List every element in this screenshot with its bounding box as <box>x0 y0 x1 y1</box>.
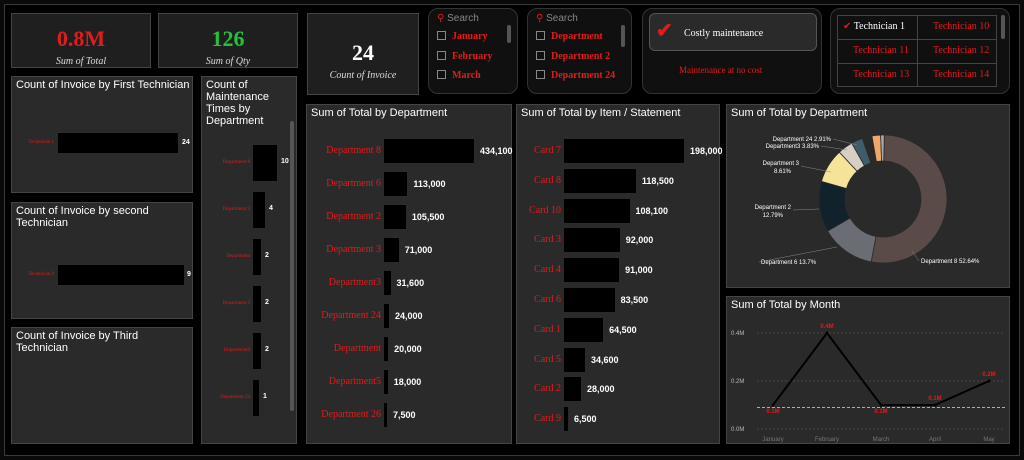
bar-value: 92,000 <box>625 235 654 246</box>
month-option-label: January <box>452 31 488 42</box>
bar-value: 24 <box>182 139 190 146</box>
technician-option[interactable] <box>853 69 909 80</box>
chart-title: Sum of Total by Item / Statement <box>521 107 681 119</box>
bar[interactable] <box>564 228 620 252</box>
slice-label-pct: 8.61% <box>773 169 791 175</box>
department-option[interactable] <box>536 51 610 62</box>
month-option[interactable] <box>437 70 481 81</box>
technician-grid-divider <box>837 39 997 40</box>
donut-plot <box>727 119 1011 289</box>
department-total-chart <box>306 104 512 444</box>
x-tick-label: February <box>814 437 840 443</box>
bar-label: Card 8 <box>534 174 561 186</box>
bar-label: Card 9 <box>534 413 561 425</box>
checkbox[interactable] <box>536 51 545 60</box>
month-search[interactable] <box>437 13 479 24</box>
bar-label: Technician 1 <box>28 140 54 145</box>
technician-option-label: Technician 11 <box>853 45 909 56</box>
line-plot <box>727 311 1011 445</box>
check-icon: ✔ <box>656 20 673 42</box>
technician-option[interactable] <box>933 69 989 80</box>
check-icon: ✔ <box>843 21 852 32</box>
department-search[interactable] <box>536 13 578 24</box>
y-tick-label: 0.4M <box>731 331 745 337</box>
search-icon: ⚲ <box>536 13 544 24</box>
kpi-label-total: Sum of Total <box>55 56 107 67</box>
bar-value: 34,600 <box>590 354 619 365</box>
month-option-label: March <box>452 70 481 81</box>
kpi-value-invoice: 24 <box>352 40 374 65</box>
bar[interactable] <box>384 304 389 328</box>
bar[interactable] <box>253 145 277 181</box>
bar-label: Card 1 <box>534 323 561 335</box>
bar-value: 64,500 <box>609 324 637 335</box>
bar[interactable] <box>564 348 585 372</box>
month-slicer <box>428 8 518 94</box>
bar[interactable] <box>564 407 568 431</box>
kpi-card-qty <box>158 13 298 68</box>
month-search-placeholder: Search <box>447 13 479 24</box>
bar-label: Card 4 <box>534 264 561 276</box>
bar[interactable] <box>384 139 474 163</box>
slice-label: Department 24 2.91% <box>772 137 831 143</box>
technician-option-label: Technician 14 <box>933 69 990 80</box>
slice-label: Department 2 <box>754 205 791 211</box>
third-technician-chart <box>11 327 193 444</box>
month-line-chart <box>726 296 1010 444</box>
bar-value: 91,000 <box>625 265 653 276</box>
bar-label: Department 3 <box>222 207 250 212</box>
bar[interactable] <box>253 239 261 275</box>
bar-label: Department 2 <box>326 211 381 222</box>
technician-option[interactable] <box>933 45 989 56</box>
slice-label-pct: 12.79% <box>762 213 783 219</box>
bar-label: Department 26 <box>321 409 381 420</box>
kpi-card-invoice <box>307 13 419 95</box>
maintenance-option-free[interactable] <box>649 55 817 89</box>
bar-value: 1 <box>263 393 267 400</box>
technician-option[interactable] <box>853 45 909 56</box>
bar[interactable] <box>564 288 615 312</box>
point-label: 0.1M <box>928 396 942 402</box>
checkbox[interactable] <box>437 70 446 79</box>
bar[interactable] <box>58 133 178 153</box>
bar-value: 105,500 <box>411 212 445 222</box>
bar[interactable] <box>384 238 399 262</box>
bar-value: 434,100 <box>480 146 513 156</box>
technician-slicer-scrollbar[interactable] <box>1001 15 1005 39</box>
data-point[interactable] <box>772 404 775 407</box>
bar-label: Department 2 <box>222 301 250 306</box>
bar-label: Department5 <box>328 376 381 387</box>
bar[interactable] <box>253 192 265 228</box>
bar[interactable] <box>384 271 391 295</box>
chart-title: Sum of Total by Month <box>731 299 841 311</box>
department-option[interactable] <box>536 31 603 42</box>
bar-label: Card 6 <box>534 294 561 305</box>
donut-slice[interactable] <box>881 135 885 161</box>
technician-option-label: Technician 1 <box>853 21 905 32</box>
bar-value: 113,000 <box>413 179 446 189</box>
chart-title: Sum of Total by Department <box>731 107 868 119</box>
department-option-label: Department 2 <box>551 51 611 62</box>
bar-value: 7,500 <box>393 410 416 420</box>
bar-value: 10 <box>281 158 289 165</box>
kpi-label-qty: Sum of Qty <box>205 56 251 67</box>
bar-value: 18,000 <box>393 377 422 387</box>
chart-scrollbar[interactable] <box>290 121 294 411</box>
technician-grid-divider <box>917 15 918 87</box>
bar[interactable] <box>384 370 388 394</box>
technician-option[interactable] <box>933 21 989 32</box>
series-line[interactable] <box>773 333 989 405</box>
second-technician-chart <box>11 202 193 319</box>
technician-grid-divider <box>837 63 997 64</box>
point-label: 0.1M <box>874 409 888 415</box>
bar[interactable] <box>564 258 619 282</box>
point-label: 0.1M <box>766 409 780 415</box>
data-point[interactable] <box>880 404 883 407</box>
bar-label: Department 24 <box>321 310 381 321</box>
bar-label: Card 7 <box>534 145 561 156</box>
bar-value: 20,000 <box>394 344 422 354</box>
bar[interactable] <box>564 169 636 193</box>
bar-label: Card 10 <box>529 204 561 216</box>
bar-label: Technician 9 <box>28 272 54 277</box>
month-option-label: February <box>452 51 493 62</box>
kpi-value-total: 0.8M <box>56 26 106 51</box>
slice-label: Department 6 13.7% <box>761 260 817 266</box>
first-technician-chart <box>11 76 193 193</box>
bar[interactable] <box>384 205 406 229</box>
maintenance-slicer <box>642 8 822 94</box>
bar-value: 2 <box>265 299 269 306</box>
bar[interactable] <box>253 286 261 322</box>
checkbox[interactable] <box>437 31 446 40</box>
technician-option-label: Technician 12 <box>933 45 990 56</box>
point-label: 0.2M <box>982 372 996 378</box>
bar-value: 24,000 <box>394 311 423 321</box>
technician-option-label: Technician 13 <box>853 69 910 80</box>
bar-label: Department 24 <box>220 395 250 400</box>
bar[interactable] <box>564 377 581 401</box>
bar-label: Department 8 <box>326 145 381 156</box>
bar[interactable] <box>58 265 184 285</box>
bar[interactable] <box>564 199 630 223</box>
month-option[interactable] <box>437 51 493 62</box>
bar-value: 31,600 <box>396 278 425 288</box>
chart-title: Count of Invoice by First Technician <box>16 79 190 91</box>
kpi-card-total <box>11 13 151 68</box>
search-icon: ⚲ <box>437 13 445 24</box>
bar-value: 118,500 <box>641 175 674 186</box>
bar-value: 4 <box>269 205 273 212</box>
y-tick-label: 0.2M <box>731 379 745 385</box>
slice-label: Department3 3.83% <box>765 144 819 150</box>
y-tick-label: 0.0M <box>731 427 745 433</box>
bar-label: Card 5 <box>534 353 561 365</box>
department-option[interactable] <box>536 70 615 81</box>
technician-option-label: Technician 10 <box>933 21 990 32</box>
x-tick-label: April <box>928 437 942 443</box>
x-tick-label: January <box>762 437 784 443</box>
bar-label: Department 6 <box>326 178 381 189</box>
bar-value: 28,000 <box>586 384 615 395</box>
department-option-label: Department 24 <box>551 70 616 81</box>
maintenance-free-label: Maintenance at no cost <box>679 65 763 75</box>
maintenance-option-costly[interactable] <box>649 13 817 51</box>
x-tick-label: March <box>872 437 890 443</box>
checkbox[interactable] <box>536 70 545 79</box>
data-point[interactable] <box>988 380 991 383</box>
x-tick-label: May <box>983 437 995 443</box>
department-donut-chart <box>726 104 1010 288</box>
bar-label: Card 2 <box>534 383 561 395</box>
bar-value: 6,500 <box>573 414 597 425</box>
bar-value: 9 <box>187 271 191 278</box>
chart-title: Count of Invoice by second Technician <box>16 205 149 229</box>
chart-title: Count of Invoice by Third Technician <box>16 330 139 354</box>
bar-value: 71,000 <box>404 245 433 255</box>
maintenance-times-chart <box>201 76 297 444</box>
department-option-label: Department <box>551 31 603 42</box>
chart-title: Sum of Total by Department <box>311 107 448 119</box>
slice-label: Department 8 52.64% <box>921 259 980 265</box>
department-slicer <box>527 8 632 94</box>
kpi-value-qty: 126 <box>211 26 245 51</box>
bar-value: 108,100 <box>635 205 669 216</box>
bar-label: Card 3 <box>534 234 561 246</box>
bar[interactable] <box>564 139 684 163</box>
bar[interactable] <box>564 318 603 342</box>
department-search-placeholder: Search <box>546 13 578 24</box>
bar[interactable] <box>253 380 259 416</box>
bar[interactable] <box>384 403 387 427</box>
bar-value: 2 <box>265 346 269 353</box>
technician-option[interactable] <box>843 21 905 32</box>
bar-label: Department3 <box>223 348 250 353</box>
data-point[interactable] <box>826 332 829 335</box>
bar[interactable] <box>384 337 388 361</box>
bar-label: Department <box>226 254 250 259</box>
bar-label: Department <box>333 343 381 354</box>
bar-value: 83,500 <box>620 295 649 305</box>
bar[interactable] <box>253 333 261 369</box>
chart-title: Count of Maintenance Times by Department <box>206 79 269 127</box>
point-label: 0.4M <box>820 324 834 330</box>
kpi-label-invoice: Count of Invoice <box>329 70 397 81</box>
checkbox[interactable] <box>536 31 545 40</box>
month-slicer-scrollbar[interactable] <box>507 25 511 43</box>
department-slicer-scrollbar[interactable] <box>621 25 625 47</box>
technician-slicer <box>830 8 1010 94</box>
bar[interactable] <box>384 172 407 196</box>
bar-label: Department3 <box>328 277 381 288</box>
data-point[interactable] <box>934 404 937 407</box>
bar-value: 198,000 <box>690 146 723 156</box>
checkbox[interactable] <box>437 51 446 60</box>
month-option[interactable] <box>437 31 488 42</box>
bar-label: Department 8 <box>222 160 250 165</box>
slice-label: Department 3 <box>762 161 799 167</box>
bar-label: Department 3 <box>326 244 381 255</box>
bar-value: 2 <box>265 252 269 259</box>
leader-line <box>793 209 819 210</box>
leader-line <box>821 146 847 150</box>
maintenance-costly-label: Costly maintenance <box>684 28 764 39</box>
item-total-chart <box>516 104 723 444</box>
